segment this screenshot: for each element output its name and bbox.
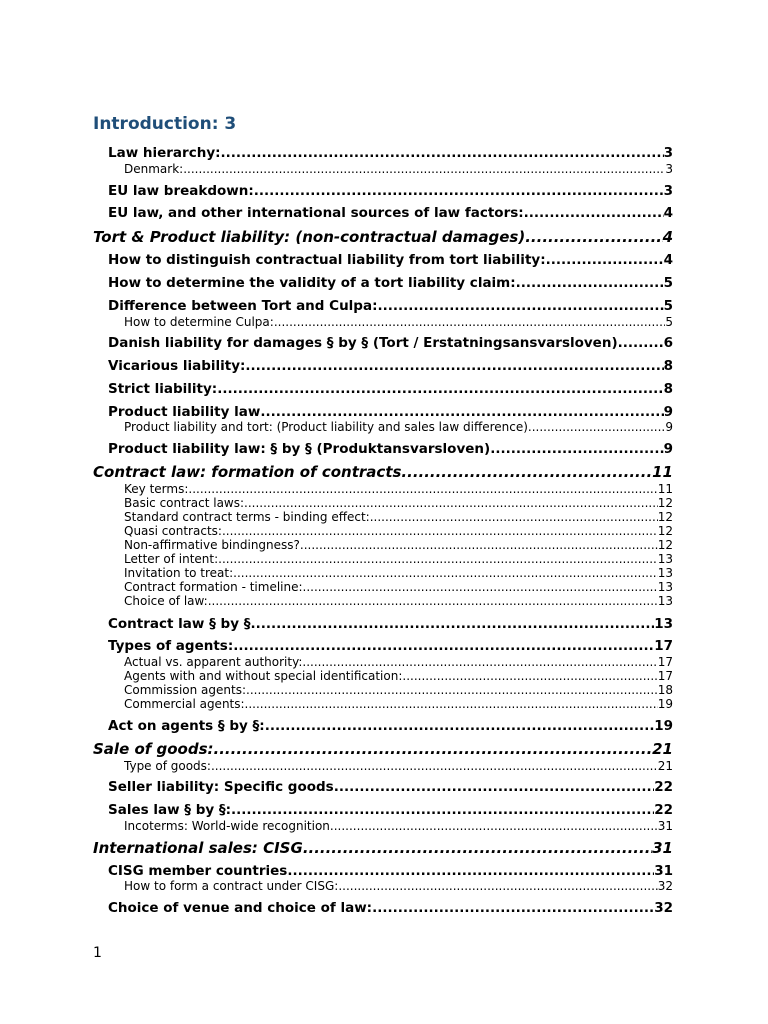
toc-entry-label: Seller liability: Specific goods bbox=[108, 779, 334, 795]
toc-entry-page: 17 bbox=[654, 638, 673, 654]
toc-entry-label: Strict liability: bbox=[108, 381, 218, 397]
toc-entry[interactable] bbox=[124, 482, 673, 496]
toc-entry-label: Product liability and tort: (Product liability and sales law difference) bbox=[124, 420, 528, 434]
toc-entry[interactable] bbox=[124, 510, 673, 524]
toc-entry-label: EU law breakdown: bbox=[108, 183, 254, 199]
toc-entry[interactable] bbox=[124, 315, 673, 329]
toc-entry-label: Vicarious liability: bbox=[108, 358, 246, 374]
toc-entry-label: Non-affirmative bindingness? bbox=[124, 538, 300, 552]
toc-entry-page: 13 bbox=[657, 580, 673, 594]
toc-entry-label: How to distinguish contractual liability from tort liability: bbox=[108, 252, 546, 268]
toc-entry-label: Sale of goods: bbox=[93, 740, 214, 758]
toc-leader bbox=[188, 482, 657, 496]
toc-leader bbox=[377, 298, 663, 315]
toc-leader bbox=[245, 697, 658, 711]
toc-entry-label: Sales law § by §: bbox=[108, 802, 232, 818]
toc-entry-page: 4 bbox=[663, 205, 673, 221]
toc-entry-label: Actual vs. apparent authority: bbox=[124, 655, 303, 669]
toc-entry[interactable] bbox=[108, 275, 673, 292]
toc-entry[interactable] bbox=[108, 145, 673, 162]
toc-entry-page: 32 bbox=[657, 879, 673, 893]
toc-entry[interactable] bbox=[108, 616, 673, 633]
toc-entry[interactable] bbox=[108, 358, 673, 375]
toc-entry-page: 8 bbox=[663, 381, 673, 397]
toc-entry-page: 32 bbox=[654, 900, 673, 916]
toc-leader bbox=[214, 740, 653, 759]
toc-entry-page: 22 bbox=[654, 802, 673, 818]
toc-leader bbox=[221, 145, 664, 162]
toc-leader bbox=[372, 900, 654, 917]
toc-entry[interactable] bbox=[108, 335, 673, 352]
toc-entry-page: 12 bbox=[657, 524, 673, 538]
toc-entry-page: 21 bbox=[652, 740, 673, 758]
toc-leader bbox=[338, 879, 657, 893]
toc-entry-page: 3 bbox=[665, 162, 673, 176]
toc-entry[interactable] bbox=[124, 552, 673, 566]
toc-entry[interactable] bbox=[108, 441, 673, 458]
toc-entry-page: 9 bbox=[663, 404, 673, 420]
toc-entry[interactable] bbox=[124, 669, 673, 683]
toc-entry-page: 4 bbox=[662, 228, 673, 246]
toc-entry-label: Product liability law: § by § (Produktansvarsloven) bbox=[108, 441, 491, 457]
toc-entry-label: Commission agents: bbox=[124, 683, 246, 697]
toc-entry[interactable] bbox=[108, 183, 673, 200]
toc-entry[interactable] bbox=[108, 718, 673, 735]
toc-entry[interactable] bbox=[108, 802, 673, 819]
toc-entry-label: Letter of intent: bbox=[124, 552, 219, 566]
toc-entry-label: Difference between Tort and Culpa: bbox=[108, 298, 378, 314]
toc-entry-page: 12 bbox=[657, 538, 673, 552]
toc-entry-page: 3 bbox=[663, 145, 673, 161]
toc-entry-page: 4 bbox=[663, 252, 673, 268]
toc-leader bbox=[233, 566, 658, 580]
toc-entry[interactable] bbox=[108, 900, 673, 917]
toc-leader bbox=[274, 315, 666, 329]
toc-leader bbox=[211, 759, 658, 773]
toc-entry[interactable] bbox=[124, 496, 673, 510]
toc-leader bbox=[260, 404, 663, 421]
toc-entry-label: Basic contract laws: bbox=[124, 496, 245, 510]
toc-leader bbox=[516, 275, 664, 292]
toc-entry-label: Product liability law bbox=[108, 404, 261, 420]
toc-leader bbox=[546, 252, 664, 269]
toc-leader bbox=[525, 228, 662, 247]
toc-leader bbox=[231, 802, 654, 819]
toc-entry[interactable] bbox=[124, 683, 673, 697]
toc-entry-page: 9 bbox=[663, 441, 673, 457]
toc-entry-page: 22 bbox=[654, 779, 673, 795]
toc-leader bbox=[303, 580, 658, 594]
toc-entry[interactable] bbox=[108, 381, 673, 398]
toc-entry-page: 18 bbox=[657, 683, 673, 697]
toc-entry[interactable] bbox=[124, 697, 673, 711]
toc-entry-label: Contract formation - timeline: bbox=[124, 580, 303, 594]
toc-entry[interactable] bbox=[124, 655, 673, 669]
toc-entry[interactable] bbox=[124, 819, 673, 833]
toc-entry-label: CISG member countries bbox=[108, 863, 288, 879]
toc-entry-page: 5 bbox=[663, 298, 673, 314]
toc-entry[interactable] bbox=[93, 228, 673, 247]
toc-entry-label: Standard contract terms - binding effect: bbox=[124, 510, 370, 524]
toc-entry-page: 19 bbox=[654, 718, 673, 734]
toc-entry-label: EU law, and other international sources of law factors: bbox=[108, 205, 524, 221]
toc-entry-page: 31 bbox=[654, 863, 673, 879]
toc-leader bbox=[300, 538, 658, 552]
toc-leader bbox=[490, 441, 663, 458]
toc-leader bbox=[254, 183, 664, 200]
toc-entry-page: 5 bbox=[665, 315, 673, 329]
toc-entry-page: 11 bbox=[657, 482, 673, 496]
toc-leader bbox=[246, 683, 658, 697]
toc-entry-page: 12 bbox=[657, 510, 673, 524]
toc-leader bbox=[287, 863, 654, 880]
toc-leader bbox=[208, 594, 658, 608]
toc-leader bbox=[244, 496, 658, 510]
toc-entry[interactable] bbox=[124, 594, 673, 608]
toc-entry-label: Invitation to treat: bbox=[124, 566, 234, 580]
toc-entry-label: International sales: CISG bbox=[93, 839, 303, 857]
toc-entry-page: 11 bbox=[652, 463, 673, 481]
toc-leader bbox=[302, 655, 657, 669]
toc-leader bbox=[233, 638, 654, 655]
toc-entry-page: 13 bbox=[657, 566, 673, 580]
toc-entry-label: Choice of venue and choice of law: bbox=[108, 900, 373, 916]
toc-entry[interactable] bbox=[108, 252, 673, 269]
toc-entry[interactable] bbox=[108, 779, 673, 796]
toc-entry-label: Type of goods: bbox=[124, 759, 211, 773]
toc-entry-label: Contract law § by § bbox=[108, 616, 251, 632]
toc-entry[interactable] bbox=[108, 638, 673, 655]
toc-leader bbox=[265, 718, 655, 735]
toc-leader bbox=[528, 420, 665, 434]
toc-entry-label: Commercial agents: bbox=[124, 697, 245, 711]
toc-entry-label: Danish liability for damages § by § (Tort / Erstatningsansvarsloven) bbox=[108, 335, 618, 351]
toc-entry-label: Incoterms: World-wide recognition bbox=[124, 819, 330, 833]
toc-entry[interactable] bbox=[108, 404, 673, 421]
toc-entry-page: 17 bbox=[657, 669, 673, 683]
toc-entry-page: 21 bbox=[657, 759, 673, 773]
toc-entry-page: 31 bbox=[657, 819, 673, 833]
toc-entry[interactable] bbox=[93, 839, 673, 858]
toc-entry[interactable] bbox=[124, 538, 673, 552]
toc-entry-label: How to determine Culpa: bbox=[124, 315, 274, 329]
toc-leader bbox=[402, 669, 657, 683]
toc-leader bbox=[370, 510, 658, 524]
toc-entry-label: Act on agents § by §: bbox=[108, 718, 265, 734]
toc-entry-label: Key terms: bbox=[124, 482, 189, 496]
toc-entry-label: Tort & Product liability: (non-contractual damages) bbox=[93, 228, 526, 246]
toc-leader bbox=[245, 358, 663, 375]
toc-entry[interactable] bbox=[124, 566, 673, 580]
toc-entry-page: 13 bbox=[657, 552, 673, 566]
toc-entry[interactable] bbox=[124, 162, 673, 176]
toc-entry[interactable] bbox=[124, 524, 673, 538]
toc-entry-label: How to form a contract under CISG: bbox=[124, 879, 339, 893]
toc-entry-page: 3 bbox=[663, 183, 673, 199]
toc-leader bbox=[618, 335, 664, 352]
toc-heading: Introduction: 3 bbox=[93, 114, 237, 134]
toc-leader bbox=[334, 779, 655, 796]
toc-leader bbox=[218, 552, 658, 566]
toc-leader bbox=[401, 463, 652, 482]
toc-entry-page: 13 bbox=[654, 616, 673, 632]
toc-entry-page: 6 bbox=[663, 335, 673, 351]
toc-leader bbox=[524, 205, 664, 222]
toc-leader bbox=[183, 162, 665, 176]
toc-entry[interactable] bbox=[108, 298, 673, 315]
toc-entry[interactable] bbox=[124, 420, 673, 434]
toc-leader bbox=[250, 616, 654, 633]
toc-entry-page: 9 bbox=[665, 420, 673, 434]
toc-leader bbox=[303, 839, 652, 858]
toc-entry-label: Quasi contracts: bbox=[124, 524, 222, 538]
toc-entry-label: Choice of law: bbox=[124, 594, 208, 608]
toc-entry-label: How to determine the validity of a tort liability claim: bbox=[108, 275, 516, 291]
toc-entry[interactable] bbox=[124, 759, 673, 773]
toc-leader bbox=[330, 819, 658, 833]
toc-entry-page: 12 bbox=[657, 496, 673, 510]
toc-entry[interactable] bbox=[124, 580, 673, 594]
toc-leader bbox=[222, 524, 658, 538]
toc-entry-page: 8 bbox=[663, 358, 673, 374]
toc-entry-label: Law hierarchy: bbox=[108, 145, 221, 161]
toc-entry-page: 13 bbox=[657, 594, 673, 608]
toc-entry-page: 5 bbox=[663, 275, 673, 291]
toc-entry[interactable] bbox=[124, 879, 673, 893]
toc-entry-label: Denmark: bbox=[124, 162, 184, 176]
toc-entry[interactable] bbox=[93, 740, 673, 759]
toc-entry[interactable] bbox=[108, 863, 673, 880]
toc-leader bbox=[217, 381, 663, 398]
toc-entry-page: 17 bbox=[657, 655, 673, 669]
toc-entry-page: 31 bbox=[652, 839, 673, 857]
toc-entry-label: Agents with and without special identification: bbox=[124, 669, 403, 683]
toc-entry-label: Contract law: formation of contracts bbox=[93, 463, 402, 481]
toc-entry[interactable] bbox=[108, 205, 673, 222]
toc-entry-label: Types of agents: bbox=[108, 638, 234, 654]
toc-entry[interactable] bbox=[93, 463, 673, 482]
page-number: 1 bbox=[93, 945, 102, 961]
toc-entry-page: 19 bbox=[657, 697, 673, 711]
